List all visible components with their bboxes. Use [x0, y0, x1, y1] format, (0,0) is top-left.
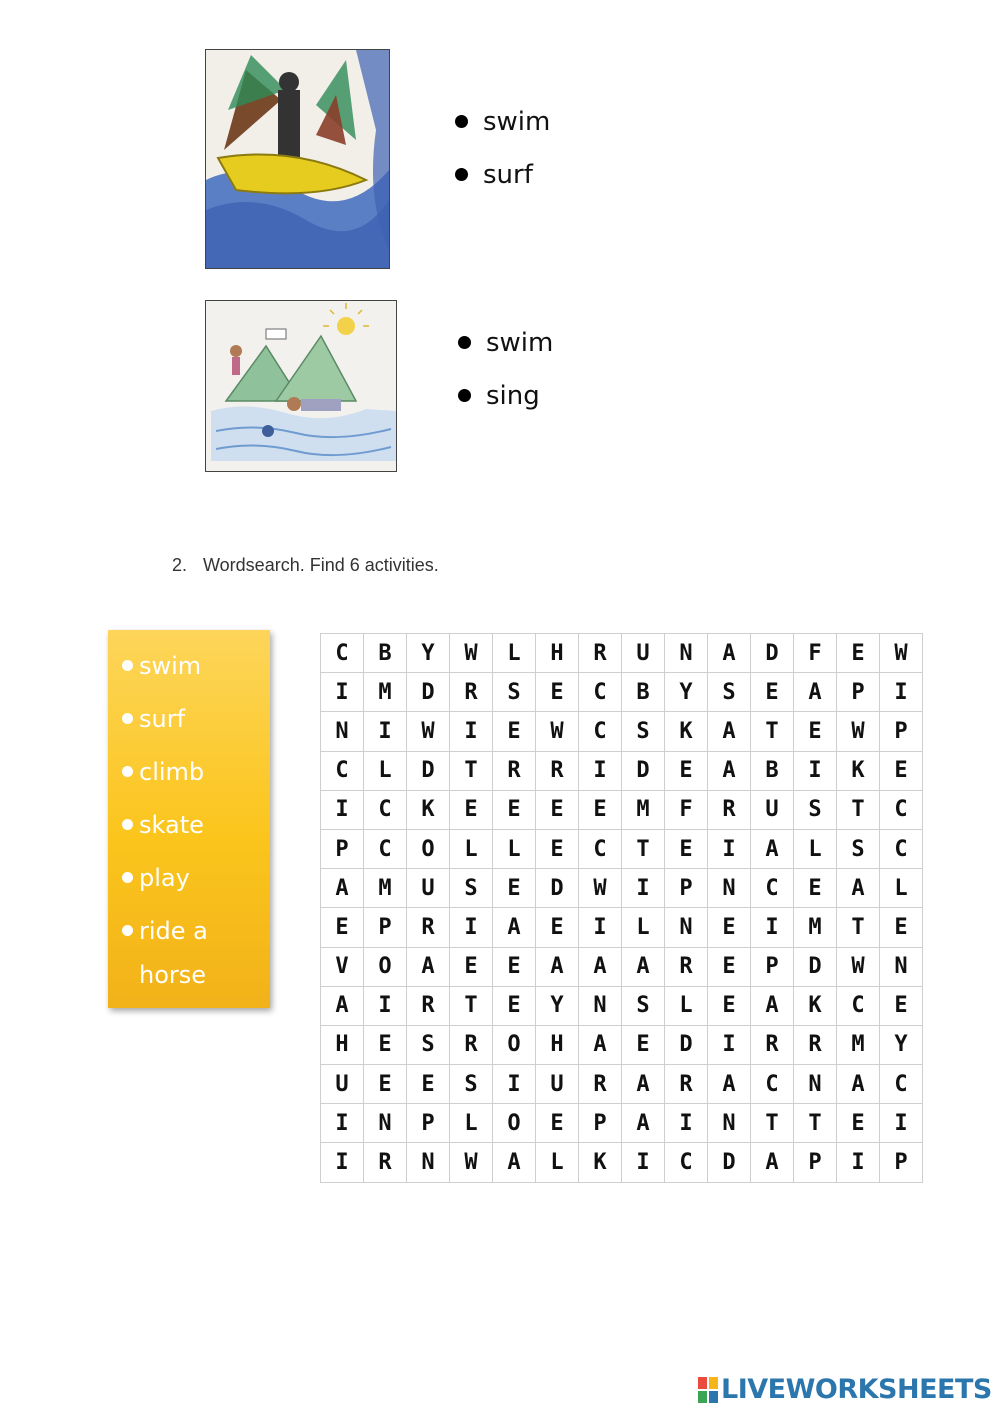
grid-cell[interactable]: T — [794, 1104, 837, 1143]
grid-cell[interactable]: E — [708, 947, 751, 986]
grid-cell[interactable]: K — [407, 790, 450, 829]
grid-cell[interactable]: A — [493, 908, 536, 947]
grid-cell[interactable]: E — [450, 790, 493, 829]
grid-cell[interactable]: A — [837, 1065, 880, 1104]
grid-cell[interactable]: D — [407, 673, 450, 712]
grid-cell[interactable]: T — [450, 751, 493, 790]
grid-cell[interactable]: U — [622, 634, 665, 673]
grid-cell[interactable]: E — [880, 751, 923, 790]
grid-cell[interactable]: I — [708, 1025, 751, 1064]
grid-cell[interactable]: P — [880, 1143, 923, 1182]
grid-cell[interactable]: P — [794, 1143, 837, 1182]
grid-cell[interactable]: A — [579, 1025, 622, 1064]
grid-cell[interactable]: I — [622, 1143, 665, 1182]
grid-cell[interactable]: N — [708, 869, 751, 908]
grid-cell[interactable]: I — [579, 751, 622, 790]
grid-cell[interactable]: R — [794, 1025, 837, 1064]
grid-cell[interactable]: M — [364, 673, 407, 712]
grid-cell[interactable]: P — [364, 908, 407, 947]
grid-cell[interactable]: E — [493, 947, 536, 986]
grid-cell[interactable]: D — [665, 1025, 708, 1064]
grid-cell[interactable]: Y — [536, 986, 579, 1025]
grid-cell[interactable]: T — [751, 1104, 794, 1143]
grid-cell[interactable]: L — [493, 634, 536, 673]
grid-cell[interactable]: L — [364, 751, 407, 790]
grid-cell[interactable]: E — [794, 869, 837, 908]
grid-cell[interactable]: T — [450, 986, 493, 1025]
grid-cell[interactable]: O — [364, 947, 407, 986]
grid-cell[interactable]: M — [794, 908, 837, 947]
grid-cell[interactable]: B — [622, 673, 665, 712]
grid-cell[interactable]: E — [837, 1104, 880, 1143]
grid-cell[interactable]: P — [321, 829, 364, 868]
options-list-1 — [455, 95, 550, 201]
grid-cell[interactable]: I — [708, 829, 751, 868]
grid-cell[interactable]: E — [450, 947, 493, 986]
grid-cell[interactable]: A — [321, 869, 364, 908]
grid-cell[interactable]: R — [536, 751, 579, 790]
grid-cell[interactable]: N — [407, 1143, 450, 1182]
grid-cell[interactable]: U — [751, 790, 794, 829]
grid-cell[interactable]: A — [751, 1143, 794, 1182]
grid-row — [321, 790, 923, 829]
grid-cell[interactable]: E — [708, 986, 751, 1025]
grid-cell[interactable]: C — [751, 1065, 794, 1104]
word-list-item: ride a horse — [122, 909, 270, 997]
grid-cell[interactable]: A — [751, 829, 794, 868]
grid-cell[interactable]: Y — [880, 1025, 923, 1064]
grid-cell[interactable]: D — [536, 869, 579, 908]
grid-cell[interactable]: C — [751, 869, 794, 908]
bullet-icon — [122, 713, 133, 724]
grid-cell[interactable]: S — [708, 673, 751, 712]
grid-cell[interactable]: N — [579, 986, 622, 1025]
grid-cell[interactable]: N — [364, 1104, 407, 1143]
option-item[interactable]: sing — [458, 369, 553, 422]
grid-cell[interactable]: H — [536, 1025, 579, 1064]
grid-cell[interactable]: M — [837, 1025, 880, 1064]
grid-cell[interactable]: R — [665, 1065, 708, 1104]
grid-row — [321, 1143, 923, 1182]
grid-cell[interactable]: I — [493, 1065, 536, 1104]
grid-cell[interactable]: C — [880, 1065, 923, 1104]
grid-cell[interactable]: A — [321, 986, 364, 1025]
grid-cell[interactable]: E — [493, 712, 536, 751]
grid-cell[interactable]: U — [321, 1065, 364, 1104]
grid-cell[interactable]: R — [708, 790, 751, 829]
grid-cell[interactable]: K — [665, 712, 708, 751]
grid-cell[interactable]: P — [751, 947, 794, 986]
grid-cell[interactable]: R — [579, 634, 622, 673]
grid-cell[interactable]: K — [837, 751, 880, 790]
grid-cell[interactable]: E — [837, 634, 880, 673]
grid-row — [321, 634, 923, 673]
word-list-item: swim — [122, 644, 270, 697]
grid-cell[interactable]: I — [364, 712, 407, 751]
grid-cell[interactable]: R — [364, 1143, 407, 1182]
grid-cell[interactable]: O — [493, 1104, 536, 1143]
grid-cell[interactable]: C — [880, 790, 923, 829]
grid-cell[interactable]: W — [536, 712, 579, 751]
grid-cell[interactable]: I — [321, 1104, 364, 1143]
grid-cell[interactable]: T — [751, 712, 794, 751]
grid-cell[interactable]: I — [622, 869, 665, 908]
grid-cell[interactable]: K — [579, 1143, 622, 1182]
grid-cell[interactable]: Y — [407, 634, 450, 673]
grid-cell[interactable]: D — [622, 751, 665, 790]
option-item[interactable]: swim — [455, 95, 550, 148]
grid-cell[interactable]: E — [364, 1025, 407, 1064]
grid-cell[interactable]: P — [407, 1104, 450, 1143]
grid-cell[interactable]: E — [880, 908, 923, 947]
grid-cell[interactable]: A — [536, 947, 579, 986]
swimmer-drawing — [205, 300, 397, 472]
bullet-icon — [122, 819, 133, 830]
grid-cell[interactable]: C — [579, 712, 622, 751]
grid-cell[interactable]: A — [579, 947, 622, 986]
grid-cell[interactable]: C — [837, 986, 880, 1025]
word-list-item: climb — [122, 750, 270, 803]
options-list-2 — [458, 316, 553, 422]
bullet-icon — [122, 872, 133, 883]
grid-cell[interactable]: A — [407, 947, 450, 986]
grid-row — [321, 1025, 923, 1064]
grid-cell[interactable]: A — [751, 986, 794, 1025]
grid-cell[interactable]: O — [407, 829, 450, 868]
grid-cell[interactable]: E — [493, 986, 536, 1025]
grid-cell[interactable]: B — [751, 751, 794, 790]
grid-cell[interactable]: W — [837, 947, 880, 986]
grid-cell[interactable]: A — [708, 712, 751, 751]
grid-cell[interactable]: N — [665, 908, 708, 947]
grid-cell[interactable]: P — [579, 1104, 622, 1143]
grid-cell[interactable]: A — [708, 1065, 751, 1104]
grid-cell[interactable]: C — [880, 829, 923, 868]
grid-cell[interactable]: I — [321, 673, 364, 712]
grid-cell[interactable]: N — [880, 947, 923, 986]
exercise-instruction: 2. Wordsearch. Find 6 activities. — [172, 555, 439, 575]
grid-cell[interactable]: S — [450, 869, 493, 908]
grid-cell[interactable]: I — [665, 1104, 708, 1143]
grid-cell[interactable]: E — [493, 790, 536, 829]
logo-icon — [697, 1376, 719, 1404]
grid-cell[interactable]: S — [450, 1065, 493, 1104]
grid-cell[interactable]: I — [794, 751, 837, 790]
grid-row — [321, 673, 923, 712]
grid-cell[interactable]: E — [407, 1065, 450, 1104]
grid-cell[interactable]: E — [536, 1104, 579, 1143]
grid-cell[interactable]: E — [536, 908, 579, 947]
word-list-item: surf — [122, 697, 270, 750]
grid-cell[interactable]: I — [450, 712, 493, 751]
grid-cell[interactable]: A — [622, 1065, 665, 1104]
grid-cell[interactable]: S — [622, 712, 665, 751]
grid-cell[interactable]: E — [665, 751, 708, 790]
bullet-icon — [455, 168, 468, 181]
grid-cell[interactable]: V — [321, 947, 364, 986]
grid-row — [321, 986, 923, 1025]
grid-cell[interactable]: P — [880, 712, 923, 751]
grid-cell[interactable]: R — [493, 751, 536, 790]
grid-cell[interactable]: S — [794, 790, 837, 829]
grid-cell[interactable]: L — [450, 829, 493, 868]
grid-cell[interactable]: I — [837, 1143, 880, 1182]
grid-cell[interactable]: A — [837, 869, 880, 908]
grid-cell[interactable]: A — [794, 673, 837, 712]
grid-cell[interactable]: E — [536, 790, 579, 829]
bullet-icon — [122, 925, 133, 936]
grid-cell[interactable]: S — [622, 986, 665, 1025]
wordsearch-grid — [320, 633, 923, 1183]
grid-row — [321, 869, 923, 908]
bullet-icon — [122, 766, 133, 777]
grid-cell[interactable]: P — [837, 673, 880, 712]
grid-cell[interactable]: E — [579, 790, 622, 829]
grid-cell[interactable]: F — [665, 790, 708, 829]
grid-cell[interactable]: R — [751, 1025, 794, 1064]
grid-cell[interactable]: P — [665, 869, 708, 908]
grid-cell[interactable]: F — [794, 634, 837, 673]
grid-cell[interactable]: A — [708, 634, 751, 673]
grid-cell[interactable]: T — [622, 829, 665, 868]
grid-cell[interactable]: C — [321, 634, 364, 673]
grid-cell[interactable]: I — [751, 908, 794, 947]
grid-cell[interactable]: W — [837, 712, 880, 751]
grid-cell[interactable]: U — [407, 869, 450, 908]
surfer-drawing — [205, 49, 390, 269]
grid-cell[interactable]: C — [665, 1143, 708, 1182]
grid-cell[interactable]: A — [622, 947, 665, 986]
grid-cell[interactable]: E — [622, 1025, 665, 1064]
grid-cell[interactable]: L — [622, 908, 665, 947]
bullet-icon — [458, 336, 471, 349]
grid-cell[interactable]: R — [450, 673, 493, 712]
grid-row — [321, 829, 923, 868]
grid-cell[interactable]: W — [579, 869, 622, 908]
grid-cell[interactable]: E — [536, 829, 579, 868]
grid-cell[interactable]: M — [364, 869, 407, 908]
grid-cell[interactable]: B — [364, 634, 407, 673]
grid-cell[interactable]: C — [364, 829, 407, 868]
grid-cell[interactable]: A — [708, 751, 751, 790]
grid-row — [321, 1065, 923, 1104]
grid-cell[interactable]: E — [665, 829, 708, 868]
grid-cell[interactable]: E — [321, 908, 364, 947]
option-item[interactable]: swim — [458, 316, 553, 369]
grid-cell[interactable]: A — [622, 1104, 665, 1143]
grid-cell[interactable]: E — [536, 673, 579, 712]
grid-cell[interactable]: T — [837, 908, 880, 947]
grid-row — [321, 1104, 923, 1143]
liveworksheets-logo: LIVEWORKSHEETS — [697, 1374, 992, 1405]
grid-cell[interactable]: R — [407, 986, 450, 1025]
grid-cell[interactable]: N — [321, 712, 364, 751]
grid-cell[interactable]: W — [450, 634, 493, 673]
grid-row — [321, 751, 923, 790]
grid-cell[interactable]: N — [708, 1104, 751, 1143]
grid-cell[interactable]: L — [880, 869, 923, 908]
grid-cell[interactable]: R — [579, 1065, 622, 1104]
grid-row — [321, 908, 923, 947]
grid-cell[interactable]: C — [579, 829, 622, 868]
grid-cell[interactable]: E — [708, 908, 751, 947]
grid-cell[interactable]: D — [751, 634, 794, 673]
grid-cell[interactable]: T — [837, 790, 880, 829]
grid-cell[interactable]: I — [579, 908, 622, 947]
grid-cell[interactable]: C — [579, 673, 622, 712]
grid-cell[interactable]: C — [321, 751, 364, 790]
grid-cell[interactable]: O — [493, 1025, 536, 1064]
grid-cell[interactable]: I — [321, 790, 364, 829]
grid-cell[interactable]: D — [708, 1143, 751, 1182]
grid-cell[interactable]: L — [450, 1104, 493, 1143]
option-item[interactable]: surf — [455, 148, 550, 201]
grid-cell[interactable]: W — [450, 1143, 493, 1182]
grid-cell[interactable]: L — [665, 986, 708, 1025]
grid-cell[interactable]: N — [665, 634, 708, 673]
bullet-icon — [455, 115, 468, 128]
grid-cell[interactable]: I — [450, 908, 493, 947]
grid-cell[interactable]: L — [493, 829, 536, 868]
grid-row — [321, 947, 923, 986]
grid-row — [321, 712, 923, 751]
grid-cell[interactable]: H — [321, 1025, 364, 1064]
bullet-icon — [122, 660, 133, 671]
word-list-box — [108, 630, 270, 1008]
grid-cell[interactable]: E — [364, 1065, 407, 1104]
grid-cell[interactable]: S — [837, 829, 880, 868]
grid-cell[interactable]: D — [794, 947, 837, 986]
word-list-item: play — [122, 856, 270, 909]
grid-cell[interactable]: R — [665, 947, 708, 986]
grid-cell[interactable]: S — [493, 673, 536, 712]
grid-cell[interactable]: A — [493, 1143, 536, 1182]
grid-cell[interactable]: S — [407, 1025, 450, 1064]
grid-cell[interactable]: W — [880, 634, 923, 673]
grid-cell[interactable]: U — [536, 1065, 579, 1104]
grid-cell[interactable]: R — [407, 908, 450, 947]
grid-cell[interactable]: I — [880, 1104, 923, 1143]
grid-cell[interactable]: E — [493, 869, 536, 908]
grid-cell[interactable]: W — [407, 712, 450, 751]
grid-cell[interactable]: Y — [665, 673, 708, 712]
word-list-item: skate — [122, 803, 270, 856]
grid-cell[interactable]: D — [407, 751, 450, 790]
grid-cell[interactable]: C — [364, 790, 407, 829]
grid-cell[interactable]: I — [364, 986, 407, 1025]
grid-cell[interactable]: N — [794, 1065, 837, 1104]
grid-cell[interactable]: R — [450, 1025, 493, 1064]
grid-cell[interactable]: I — [880, 673, 923, 712]
grid-cell[interactable]: I — [321, 1143, 364, 1182]
grid-cell[interactable]: M — [622, 790, 665, 829]
grid-cell[interactable]: E — [794, 712, 837, 751]
grid-cell[interactable]: K — [794, 986, 837, 1025]
grid-cell[interactable]: L — [536, 1143, 579, 1182]
grid-cell[interactable]: H — [536, 634, 579, 673]
grid-cell[interactable]: E — [880, 986, 923, 1025]
grid-cell[interactable]: L — [794, 829, 837, 868]
grid-cell[interactable]: E — [751, 673, 794, 712]
bullet-icon — [458, 389, 471, 402]
